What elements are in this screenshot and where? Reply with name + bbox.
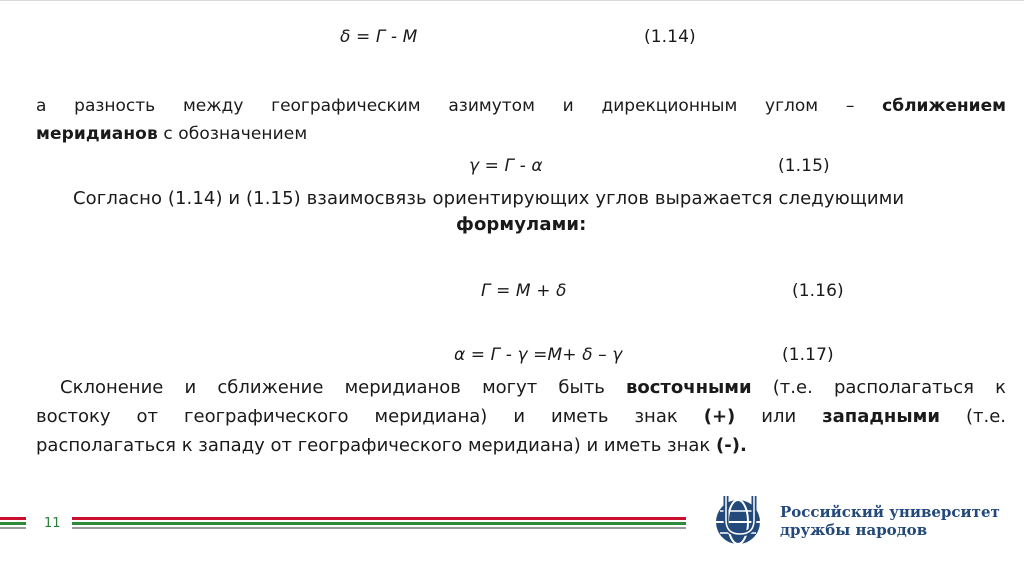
- paragraph-1-line-2: [36, 124, 307, 144]
- term-convergence: сближением: [882, 96, 1006, 116]
- paragraph-1-line-1: [36, 96, 1006, 116]
- equation-1-15-number: (1.15): [778, 156, 830, 176]
- equation-1-17-number: (1.17): [782, 345, 834, 365]
- sign-plus: (+): [703, 406, 736, 427]
- sign-minus: (-).: [716, 435, 747, 456]
- logo-line-1: Российский университет: [780, 503, 1000, 521]
- equation-1-17: α = Г - γ =М+ δ – γ: [454, 345, 623, 365]
- equation-1-14-number: (1.14): [644, 27, 696, 47]
- paragraph-3-text-5: (т.е.: [939, 406, 1006, 427]
- paragraph-3-text-6: располагаться к западу от географического меридиана) и иметь знак: [36, 435, 717, 456]
- paragraph-3-text-2: (т.е. располагаться к: [751, 377, 1006, 398]
- paragraph-3-text-4: или: [735, 406, 823, 427]
- equation-1-14: δ = Г - М: [340, 27, 418, 47]
- paragraph-3-line-1: [60, 377, 1006, 398]
- paragraph-2-line-1: Согласно (1.14) и (1.15) взаимосвязь ориентирующих углов выражается следующими: [73, 188, 905, 209]
- logo-line-2: дружбы народов: [780, 521, 928, 539]
- university-logo-icon: [706, 490, 776, 550]
- paragraph-3-text-3: востоку от географического меридиана) и иметь знак: [36, 406, 704, 427]
- term-meridians: меридианов: [36, 124, 158, 144]
- page-number: 11: [44, 516, 61, 531]
- equation-1-16: Г = М + δ: [481, 281, 567, 301]
- term-eastern: восточными: [626, 377, 752, 398]
- paragraph-1-text: а разность между географическим азимутом и дирекционным углом –: [36, 96, 883, 116]
- paragraph-3-line-3: [36, 435, 747, 456]
- paragraph-1-text-2: с обозначением: [157, 124, 308, 144]
- slide-top-border: [0, 0, 1024, 1]
- term-western: западными: [822, 406, 940, 427]
- equation-1-15: γ = Г - α: [469, 156, 543, 176]
- paragraph-3-text-1: Склонение и сближение меридианов могут быть: [60, 377, 626, 398]
- paragraph-3-line-2: [36, 406, 1006, 427]
- paragraph-2-line-2: формулами:: [456, 214, 587, 235]
- equation-1-16-number: (1.16): [792, 281, 844, 301]
